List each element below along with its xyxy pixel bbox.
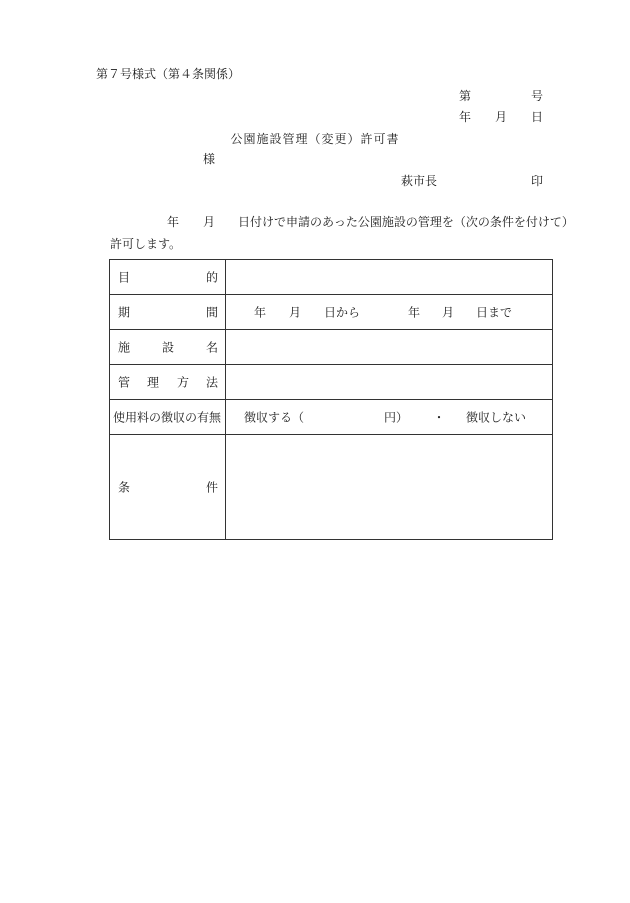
conditions-value[interactable]: [226, 435, 553, 540]
issue-date-day: 日: [531, 110, 544, 124]
issuer-seal-mark: 印: [531, 174, 544, 188]
fee-collect-option[interactable]: 徴収する（: [244, 410, 305, 425]
table-row-method: [110, 365, 553, 400]
period-start-year: 年: [254, 305, 267, 320]
form-number-label: 第７号様式（第４条関係）: [96, 67, 241, 81]
fee-option-separator: ・: [433, 410, 446, 425]
facility-label-char: 設: [162, 340, 175, 355]
fee-no-collect-option[interactable]: 徴収しない: [466, 410, 527, 425]
facility-name-value[interactable]: [226, 330, 553, 365]
purpose-label-char: 的: [206, 270, 219, 285]
fee-collection-label-text: 使用料の徴収の有無: [113, 410, 222, 425]
period-label: [110, 295, 226, 330]
period-end-month: 月: [442, 305, 455, 320]
body-year: 年: [167, 215, 180, 229]
period-end-day: 日まで: [476, 305, 513, 320]
fee-collection-label: [110, 400, 226, 435]
conditions-label: [110, 435, 226, 540]
issue-date-year: 年: [459, 110, 472, 124]
period-start-day: 日から: [324, 305, 361, 320]
conditions-label-char: 件: [206, 480, 219, 495]
issue-date-month: 月: [495, 110, 508, 124]
body-text-line1: 日付けで申請のあった公園施設の管理を（次の条件を付けて）: [238, 215, 574, 229]
table-row-purpose: [110, 260, 553, 295]
purpose-label: [110, 260, 226, 295]
method-label-char: 法: [206, 375, 219, 390]
table-row-conditions: [110, 435, 553, 540]
table-row-period: [110, 295, 553, 330]
issuer-name: 萩市長: [401, 174, 438, 188]
purpose-value[interactable]: [226, 260, 553, 295]
method-label-char: 方: [177, 375, 190, 390]
period-end-year: 年: [408, 305, 421, 320]
fee-yen-unit: 円）: [384, 410, 409, 425]
document-title: 公園施設管理（変更）許可書: [230, 132, 400, 146]
body-text-line2: 許可します。: [110, 237, 182, 251]
addressee-suffix: 様: [203, 152, 216, 166]
facility-label-char: 施: [118, 340, 131, 355]
conditions-label-char: 条: [118, 480, 131, 495]
facility-name-label: [110, 330, 226, 365]
document-number-suffix: 号: [531, 89, 544, 103]
period-label-char: 期: [118, 305, 131, 320]
period-start-month: 月: [289, 305, 302, 320]
management-method-label: [110, 365, 226, 400]
period-value[interactable]: [226, 295, 553, 330]
body-month: 月: [203, 215, 216, 229]
method-label-char: 理: [147, 375, 160, 390]
fee-collection-value[interactable]: [226, 400, 553, 435]
management-method-value[interactable]: [226, 365, 553, 400]
table-row-fee: [110, 400, 553, 435]
document-number-prefix: 第: [459, 89, 472, 103]
facility-label-char: 名: [206, 340, 219, 355]
permit-details-table: [109, 259, 553, 540]
period-label-char: 間: [206, 305, 219, 320]
method-label-char: 管: [118, 375, 131, 390]
purpose-label-char: 目: [118, 270, 131, 285]
table-row-facility: [110, 330, 553, 365]
